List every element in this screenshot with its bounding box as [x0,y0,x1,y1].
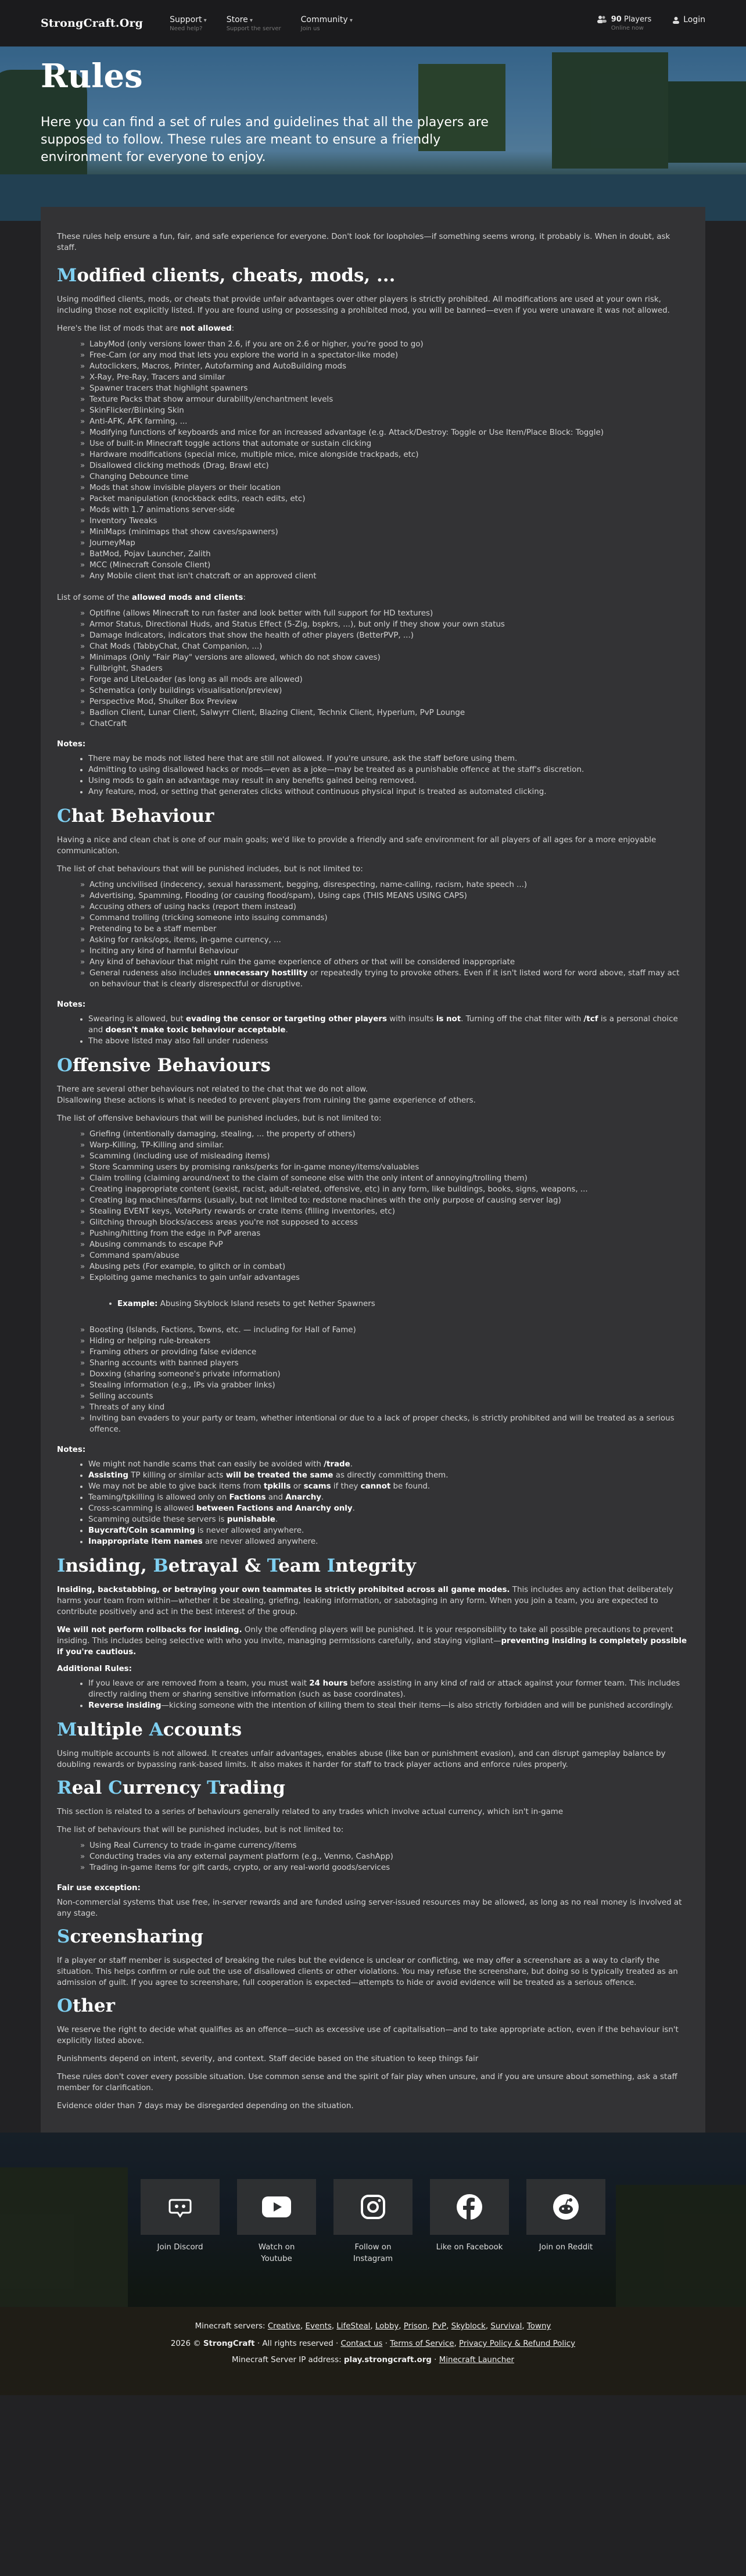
list-item [80,1459,689,1470]
list-item [80,1481,689,1492]
t: punishable [227,1515,275,1524]
multi-paragraph: Using multiple accounts is not allowed. It creates unfair advantages, enables abuse (like ban or punishment evasion), and can disrupt gameplay balance by doubling rewards or bypassing rank-based limits. It also makes it harder for staff to track player actions and enforce rules properly. [57,1749,666,1769]
social-reddit[interactable] [526,2179,605,2265]
list-item: » Threats of any kind [80,1402,689,1413]
terms-link[interactable]: Terms of Service [390,2339,454,2348]
t: Scamming outside these servers is [88,1515,227,1524]
t: before assisting in any kind of raid or attack against your former team. This includes directly raiding them or sharing sensitive information (such as base coordinates). [88,1679,680,1699]
offensive-list-label: The list of offensive behaviours that will be punished includes, but is not limited to: [57,1114,382,1123]
t: . Turning off the chat filter with [461,1015,584,1024]
list-item: » Selling accounts [80,1391,689,1402]
list-item: » Modifying functions of keyboards and mice for an increased advantage (e.g. Attack/Destroy: Toggle or Use Item/Place Block: Toggle) [80,427,689,438]
server-link-lifesteal[interactable]: LifeSteal [336,2322,371,2331]
list-item: The above listed may also fall under rudeness [80,1036,689,1047]
list-item [80,968,689,990]
offensive-paragraph [57,1084,689,1106]
list-item: » Inventory Tweaks [80,516,689,527]
chat-list-label: The list of chat behaviours that will be punished includes, but is not limited to: [57,865,363,874]
list-item: » JourneyMap [80,538,689,549]
list-item: » Hardware modifications (special mice, multiple mice, mice alongside trackpads, etc) [80,449,689,460]
page-title: Rules [41,57,143,95]
list-item: » Creating inappropriate content (sexist, racist, adult-related, offensive, etc) in any form, like buildings, books, signs, weapons, ... [80,1184,689,1195]
list-item: » Spawner tracers that highlight spawners [80,383,689,394]
t: Minecraft Server IP address: [232,2356,342,2364]
section-title-other [57,1995,689,2016]
insiding-paragraph-2 [57,1625,689,1658]
t: StrongCraft [203,2339,255,2348]
mods-allowed-list [80,608,689,729]
list-item: » Framing others or providing false evidence [80,1347,689,1358]
privacy-link[interactable]: Privacy Policy & Refund Policy [458,2339,576,2348]
list-item: » Armor Status, Directional Huds, and Status Effect (5-Zig, bspkrs, ...), but only if they show your own status [80,619,689,630]
list-item: » Conducting trades via any external payment platform (e.g., Venmo, CashApp) [80,1851,689,1862]
t: Insiding, backstabbing, or betraying your own teammates is strictly prohibited across all game modes. [57,1586,510,1594]
word-initial: I [57,1555,66,1576]
word-initial: C [108,1777,123,1798]
list-item: » Perspective Mod, Shulker Box Preview [80,696,689,707]
social-label[interactable]: Like on Facebook [436,2243,503,2252]
t: is never allowed anywhere. [195,1526,304,1535]
intro-text: These rules help ensure a fun, fair, and safe experience for everyone. Don't look for loopholes—if something seems wrong, it probably is. When in doubt, ask staff. [57,232,670,252]
t: Disallowing these actions is what is needed to prevent players from ruining the game experience of others. [57,1096,476,1105]
title-render: Multiple Accounts [57,1719,242,1740]
word-initial: T [207,1777,219,1798]
list-item: » Creating lag machines/farms (usually, but not limited to: redstone machines with the only purpose of causing server lag) [80,1195,689,1206]
title-initial: O [57,1995,73,2016]
list-item: » MiniMaps (minimaps that show caves/spawners) [80,527,689,538]
label-pre: List of some of the [57,593,132,602]
t: . [285,1026,288,1035]
t: 2026 © [170,2339,201,2348]
list-item: » Hiding or helping rule-breakers [80,1336,689,1347]
social-box[interactable] [141,2179,220,2235]
section-title-currency [57,1777,689,1798]
footer-ip [0,2356,746,2364]
nav-store[interactable] [227,15,281,32]
offensive-list [80,1129,689,1283]
t: doesn't make toxic behaviour acceptable [105,1026,286,1035]
contact-link[interactable]: Contact us [340,2339,383,2348]
list-item: Any feature, mod, or setting that generates clicks without continuous physical input is treated as automated clicking. [80,786,689,797]
word-initial: T [267,1555,279,1576]
list-item: » Griefing (intentionally damaging, stealing, ... the property of others) [80,1129,689,1140]
list-item: » Command spam/abuse [80,1250,689,1261]
players-online [597,15,651,31]
offensive-list-2 [80,1325,689,1435]
screenshare-paragraph: If a player or staff member is suspected of breaking the rules but the evidence is unclear or conflicting, we may offer a screenshare as a way to clarify the situation. This helps confirm or rule out the use of disallowed clients or other violations. You may refuse the screenshare, but doing so is typically treated as an admission of guilt. If you agree to screenshare, full cooperation is expected—attempts to hide or avoid evidence will be treated as a serious offence. [57,1956,678,1987]
t: Inappropriate item names [88,1537,203,1546]
list-item: » Badlion Client, Lunar Client, Salwyrr Client, Blazing Client, Technix Client, Hyperium, PvP Lounge [80,707,689,718]
launcher-link[interactable]: Minecraft Launcher [439,2356,514,2364]
list-item: » BatMod, Pojav Launcher, Zalith [80,549,689,560]
server-link-lobby[interactable]: Lobby [375,2322,399,2331]
servers-list: Creative, Events, LifeSteal, Lobby, Prison, PvP, Skyblock, Survival, Towny [267,2322,551,2331]
list-item: » Mods that show invisible players or their location [80,482,689,493]
list-item: » Forge and LiteLoader (as long as all mods are allowed) [80,674,689,685]
t: We might not handle scams that can easily be avoided with [88,1460,324,1469]
insiding-paragraph-1 [57,1584,689,1618]
title-rest: odified clients, cheats, mods, ... [77,265,396,286]
facebook-icon [456,2194,483,2220]
server-link-towny[interactable]: Towny [526,2322,551,2331]
list-item: » LabyMod (only versions lower than 2.6, if you are on 2.6 or higher, you're good to go) [80,339,689,350]
t: /trade [324,1460,350,1469]
nav-store-sub: Support the server [226,25,281,32]
list-item: » Store Scamming users by promising ranks/perks for in-game money/items/valuables [80,1162,689,1173]
offensive-notes-list [80,1459,689,1547]
t: if they [331,1482,361,1491]
server-link-prison[interactable]: Prison [403,2322,428,2331]
social-facebook[interactable] [430,2179,509,2265]
login-button[interactable] [672,15,705,24]
instagram-icon [360,2194,386,2220]
title-render: Real Currency Trading [57,1777,285,1798]
list-item: » Any Mobile client that isn't chatcraft or an approved client [80,571,689,582]
example-item [109,1298,689,1310]
label-bold: allowed mods and clients [131,593,243,602]
list-item: » Inviting ban evaders to your party or team, whether intentional or due to a lack of proper checks, is strictly prohibited and will be treated as a serious offence. [80,1413,689,1435]
nav-support-sub: Need help? [170,25,203,32]
t: We may not be able to give back items from [88,1482,264,1491]
list-item: » Command trolling (tricking someone into issuing commands) [80,913,689,924]
server-link-pvp[interactable]: PvP [432,2322,447,2331]
players-sub: Online now [611,25,644,31]
list-item: » Autoclickers, Macros, Printer, Autofarming and AutoBuilding mods [80,361,689,372]
mods-notes-title: Notes: [57,740,86,749]
bullet-dot [109,1303,112,1305]
title-rest: ffensive Behaviours [73,1055,271,1076]
server-link-events[interactable]: Events [305,2322,332,2331]
nav-community-label: Community ▾ [301,15,353,24]
nav-right [597,15,705,31]
t: is a personal choice and [88,1015,678,1035]
list-item: » Boosting (Islands, Factions, Towns, etc. — including for Hall of Fame) [80,1325,689,1336]
list-item [80,1536,689,1547]
users-icon [597,15,607,23]
t: or [290,1482,304,1491]
t: Swearing is allowed, but [88,1015,186,1024]
rules-content [41,207,705,2133]
t: . [352,1504,355,1513]
list-item: » Advertising, Spamming, Flooding (or causing flood/spam), Using caps (THIS MEANS USING CAPS) [80,890,689,901]
t: Buycraft/Coin scamming [88,1526,195,1535]
list-item: » Changing Debounce time [80,471,689,482]
top-navbar [0,0,746,46]
t: Only the offending players will be punished. It is your responsibility to take all possible precautions to prevent insiding. This includes being selective with who you invite, managing permissions carefully, and staying vigilant— [57,1626,673,1645]
list-item: » Abusing pets (For example, to glitch or in combat) [80,1261,689,1272]
list-item [80,1700,689,1711]
user-icon [672,16,680,24]
chat-notes-list [80,1014,689,1047]
t: as directly committing them. [333,1471,449,1480]
t: Anarchy [285,1493,321,1502]
t: tpkills [263,1482,291,1491]
reddit-icon [553,2194,579,2220]
currency-paragraph: This section is related to a series of behaviours generally related to any trades which involve actual currency, which isn't in-game [57,1808,564,1816]
title-render: Insiding, Betrayal & Team Integrity [57,1555,416,1576]
list-item: » Asking for ranks/ops, items, in-game currency, ... [80,935,689,946]
social-youtube[interactable] [237,2179,316,2265]
server-link-creative[interactable]: Creative [267,2322,300,2331]
title-rest: ther [73,1995,115,2016]
youtube-icon [261,2196,292,2218]
other-paragraph-3: These rules don't cover every possible situation. Use common sense and the spirit of fair play when unsure, and if you are unsure about something, ask a staff member for clarification. [57,2073,677,2092]
currency-fair-title: Fair use exception: [57,1884,141,1892]
offensive-notes-title: Notes: [57,1446,86,1454]
server-link-skyblock[interactable]: Skyblock [451,2322,486,2331]
social-label[interactable]: Join on Reddit [539,2243,593,2252]
social-instagram[interactable] [333,2179,413,2265]
mods-notes-list [80,753,689,797]
list-item: » Using Real Currency to trade in-game currency/items [80,1840,689,1851]
t: This includes any action that deliberately harms your team from within—whether it be stealing, griefing, leaking information, or sabotaging in any form. When you join a team, you are expected to contribute positively and act in the best interest of the group. [57,1586,673,1616]
t: are never allowed anywhere. [202,1537,318,1546]
t: · [434,2356,437,2364]
t: evading the censor or targeting other players [185,1015,387,1024]
t: . [350,1460,353,1469]
social-box[interactable] [526,2179,605,2235]
nav-store-label: Store ▾ [227,15,281,24]
list-item: » Minimaps (Only "Fair Play" versions are allowed, which do not show caves) [80,652,689,663]
label-bold: not allowed [180,324,232,333]
nav-community[interactable] [301,15,353,32]
list-item: » Sharing accounts with banned players [80,1358,689,1369]
social-links [0,2179,746,2265]
list-item: » Free-Cam (or any mod that lets you explore the world in a spectator-like mode) [80,350,689,361]
chat-list [80,879,689,968]
word-initial: I [327,1555,336,1576]
t: preventing insiding is completely possible if you're cautious. [57,1637,687,1656]
mods-notallowed-list [80,339,689,582]
list-item: » MCC (Minecraft Console Client) [80,560,689,571]
list-item: Admitting to using disallowed hacks or mods—even as a joke—may be treated as a punishable offence at the staff's discretion. [80,764,689,775]
social-box[interactable] [430,2179,509,2235]
chat-list-last [80,968,689,990]
list-item: » Acting uncivilised (indecency, sexual harassment, begging, disrespecting, name-calling, racism, hate speech ...) [80,879,689,890]
t: Reverse insiding [88,1701,162,1710]
currency-list-label: The list of behaviours that will be punished includes, but is not limited to: [57,1826,344,1834]
section-title-screenshare [57,1926,689,1947]
t: Teaming/tpkilling is allowed only on [88,1493,229,1502]
nav-support-label: Support ▾ [170,15,207,24]
list-item: » Any kind of behaviour that might ruin the game experience of others or that will be considered inappropriate [80,957,689,968]
word-initial: R [57,1777,72,1798]
t: Factions [229,1493,266,1502]
site-footer [0,2133,746,2395]
list-item [80,1492,689,1503]
hero-banner [0,46,746,221]
social-box[interactable] [237,2179,316,2235]
t: . [321,1493,324,1502]
list-item: » Glitching through blocks/access areas you're not supposed to access [80,1217,689,1228]
title-rest: creensharing [70,1926,203,1947]
list-item [80,1014,689,1036]
title-initial: M [57,265,77,286]
list-item: » Pretending to be a staff member [80,924,689,935]
label-pre: Here's the list of mods that are [57,324,181,333]
word-initial: B [153,1555,168,1576]
t: There are several other behaviours not related to the chat that we do not allow. [57,1085,368,1094]
t: and [266,1493,286,1502]
list-item: » Chat Mods (TabbyChat, Chat Companion, ...) [80,641,689,652]
server-ip[interactable]: play.strongcraft.org [343,2356,432,2364]
list-item: » Accusing others of using hacks (report them instead) [80,901,689,913]
list-item: » X-Ray, Pre-Ray, Tracers and similar [80,372,689,383]
t: —kicking someone with the intention of killing them to steal their items—is also strictly forbidden and will be punished accordingly. [161,1701,673,1710]
text-part: General rudeness also includes [89,969,214,978]
list-item: » Claim trolling (claiming around/next to the claim of someone else with the only intent of annoying/trolling them) [80,1173,689,1184]
list-item [80,1525,689,1536]
list-item: » Doxxing (sharing someone's private information) [80,1369,689,1380]
t: . [275,1515,278,1524]
login-label: Login [683,15,705,24]
currency-list [80,1840,689,1873]
brand-logo[interactable]: StrongCraft.Org [41,17,144,30]
title-initial: O [57,1055,73,1076]
players-count: 90 [611,15,622,24]
other-paragraph-1: We reserve the right to decide what qualifies as an offence—such as excessive use of capitalisation—and to take appropriate action, even if the behaviour isn't explicitly listed above. [57,2026,679,2045]
list-item: » Optifine (allows Minecraft to run faster and look better with full support for HD textures) [80,608,689,619]
t: 24 hours [309,1679,348,1688]
t: If you leave or are removed from a team, you must wait [88,1679,310,1688]
t: cannot [360,1482,391,1491]
list-item [80,1470,689,1481]
list-item: » Pushing/hitting from the edge in PvP arenas [80,1228,689,1239]
footer-servers [0,2322,746,2331]
list-item: » Texture Packs that show armour durability/enchantment levels [80,394,689,405]
mods-notallowed-label: Here's the list of mods that are not allowed: [57,324,235,333]
t: Example: [117,1300,158,1308]
social-discord[interactable] [141,2179,220,2265]
t: will be treated the same [225,1471,333,1480]
other-paragraph-4: Evidence older than 7 days may be disregarded depending on the situation. [57,2102,354,2110]
t: is not [436,1015,461,1024]
page-subtitle: Here you can find a set of rules and guidelines that all the players are supposed to follow. These rules are meant to ensure a friendly environment for everyone to enjoy. [41,115,489,164]
list-item: » Fullbright, Shaders [80,663,689,674]
list-item: » Damage Indicators, indicators that show the health of other players (BetterPVP, ...) [80,630,689,641]
mods-paragraph: Using modified clients, mods, or cheats that provide unfair advantages over other players is strictly prohibited. All modifications are used at your own risk, including those not explicitly listed. If you are found using or possessing a prohibited mod, you will be banned—even if you were unaware it was not allowed. [57,295,670,315]
discord-icon [167,2194,193,2220]
social-label[interactable]: Watch on Youtube [258,2243,295,2263]
section-title-insiding [57,1555,689,1576]
word-initial: A [149,1719,163,1740]
t: Cross-scamming is allowed [88,1504,196,1513]
list-item: » Stealing information (e.g., IPs via grabber links) [80,1380,689,1391]
list-item: » Disallowed clicking methods (Drag, Brawl etc) [80,460,689,471]
section-title-offensive [57,1055,689,1076]
list-item: » Use of built-in Minecraft toggle actions that automate or sustain clicking [80,438,689,449]
list-item: » SkinFlicker/Blinking Skin [80,405,689,416]
section-title-multi [57,1719,689,1740]
list-item: » ChatCraft [80,718,689,729]
t: TP killing or similar acts [128,1471,226,1480]
list-item: Using mods to gain an advantage may result in any benefits gained being removed. [80,775,689,786]
social-box[interactable] [333,2179,413,2235]
social-label[interactable]: Follow on Instagram [353,2243,393,2263]
server-link-survival[interactable]: Survival [490,2322,522,2331]
t: Assisting [88,1471,128,1480]
social-label[interactable]: Join Discord [157,2243,203,2252]
currency-fair-text: Non-commercial systems that use free, in-server rewards and are funded using server-issued resources may be allowed, as long as no real money is involved at any stage. [57,1898,682,1918]
nav-support[interactable] [170,15,207,32]
list-item: » Stealing EVENT keys, VoteParty rewards or crate items (filling inventories, etc) [80,1206,689,1217]
text-bold: unnecessary hostility [213,969,308,978]
t: /tcf [583,1015,598,1024]
offensive-example [80,1298,689,1310]
list-item: » Packet manipulation (knockback edits, reach edits, etc) [80,493,689,505]
t: · All rights reserved · [257,2339,339,2348]
word-initial: M [57,1719,77,1740]
section-title-chat [57,806,689,827]
list-item [80,1678,689,1700]
servers-label: Minecraft servers: [195,2322,266,2331]
list-item [80,1514,689,1525]
list-item: There may be mods not listed here that are still not allowed. If you're unsure, ask the staff before using them. [80,753,689,764]
title-initial: S [57,1926,70,1947]
t: We will not perform rollbacks for insiding. [57,1626,242,1634]
chat-paragraph: Having a nice and clean chat is one of our main goals; we'd like to provide a friendly and safe environment for all players of all ages for a more enjoyable communication. [57,836,657,856]
title-initial: C [57,806,71,827]
other-paragraph-2: Punishments depend on intent, severity, and context. Staff decide based on the situation to keep things fair [57,2055,479,2063]
list-item: » Abusing commands to escape PvP [80,1239,689,1250]
list-item: » Anti-AFK, AFK farming, ... [80,416,689,427]
list-item: » Trading in-game items for gift cards, crypto, or any real-world goods/services [80,1862,689,1873]
t: scams [303,1482,331,1491]
list-item: » Inciting any kind of harmful Behaviour [80,946,689,957]
list-item: » Scamming (including use of misleading items) [80,1151,689,1162]
nav-menu [170,15,353,32]
insiding-additional-list [80,1678,689,1711]
t: Abusing Skyblock Island resets to get Nether Spawners [160,1300,375,1308]
text-part: or repeatedly trying to provoke others. Even if it isn't listed word for word above, staff may act on behaviour that is clearly disrespectful or disruptive. [89,969,680,989]
list-item [80,1503,689,1514]
list-item: » Mods with 1.7 animations server-side [80,505,689,516]
t: with insults [386,1015,436,1024]
chat-notes-title: Notes: [57,1000,86,1009]
t: between Factions and Anarchy only [196,1504,353,1513]
t: be found. [390,1482,431,1491]
section-title-mods [57,265,689,286]
title-rest: hat Behaviour [71,806,214,827]
list-item: » Warp-Killing, TP-Killing and similar. [80,1140,689,1151]
players-word: Players [623,15,652,24]
insiding-additional-title: Additional Rules: [57,1665,132,1673]
list-item: » Exploiting game mechanics to gain unfair advantages [80,1272,689,1283]
list-item: » Schematica (only buildings visualisation/preview) [80,685,689,696]
mods-allowed-label: List of some of the allowed mods and clients: [57,593,246,602]
footer-copyright: 2026 © StrongCraft · All rights reserved · Contact us · Terms of Service, Privacy Policy & Refund Policy [170,2339,576,2348]
nav-community-sub: Join us [300,25,320,32]
